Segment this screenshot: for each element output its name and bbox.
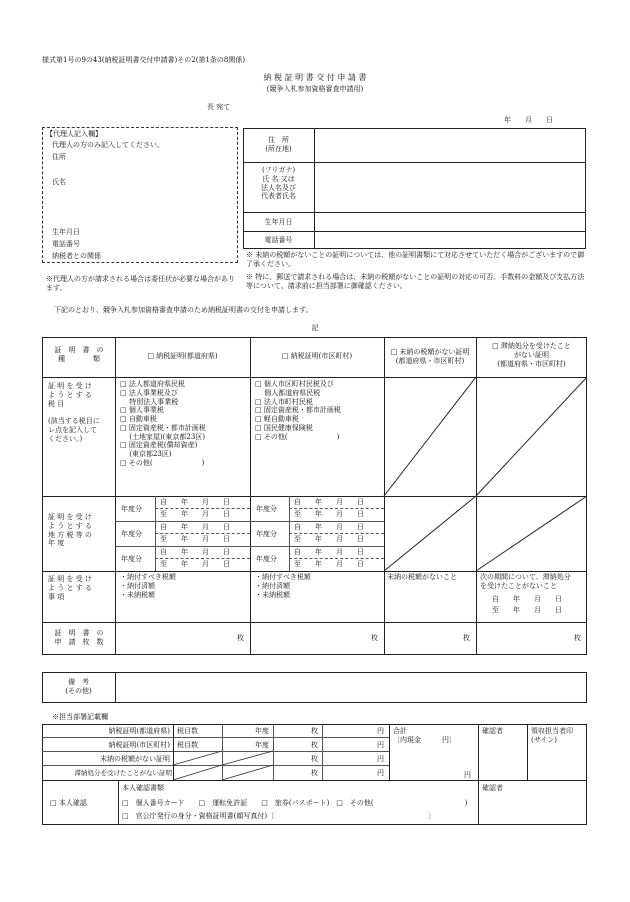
count-unit: 枚 [371, 634, 378, 642]
diagonal-strike [476, 377, 587, 571]
nendo-label: 年度分 [121, 505, 142, 513]
to-date[interactable]: 至 年 月 日 [294, 510, 364, 518]
disposition-from-date[interactable]: 自 年 月 日 [492, 595, 562, 603]
applicant-phone-label: 電話番号 [264, 236, 293, 244]
diagonal-strike [384, 377, 476, 571]
agent-address-label: 住所 [52, 153, 66, 161]
id-docs-official[interactable]: □ 官公庁発行の身分・資格証明書(顔写真付)〔 〕 [122, 812, 436, 820]
fiscal-year-label: 証 明 を 受 け よ う と す る 地 方 税 等 の 年 度 [48, 513, 92, 548]
id-docs-options[interactable]: □ 個人番号カード □ 運転免許証 □ 旅券(パスポート) □ その他( ) [122, 799, 468, 807]
applicant-dob-label: 生年月日 [264, 218, 293, 226]
applicant-name-label: (フリガナ) 氏 名 又は 法人名及び 代表者氏名 [261, 166, 296, 201]
confirmer-label: 確認者 [482, 784, 503, 792]
matter-no-disposition: 次の期間について、滞納処分 を受けたことがないこと [480, 573, 571, 590]
from-date[interactable]: 自 年 月 日 [160, 548, 230, 556]
agent-name-label: 氏名 [52, 178, 66, 186]
addressee: 長 宛て [207, 103, 231, 111]
mai-label: 枚 [311, 769, 318, 777]
to-date[interactable]: 至 年 月 日 [294, 535, 364, 543]
office-row-label: 納税証明(市区町村) [108, 741, 170, 749]
nendo-label: 年度分 [121, 555, 142, 563]
office-row-label: 未納の税額がない証明 [100, 755, 170, 763]
matter-label: 証 明 を 受 け よ う と す る 事 項 [48, 575, 92, 601]
matter-no-arrears: 未納の税額がないこと [387, 573, 457, 581]
application-date: 年 月 日 [504, 116, 553, 124]
agent-heading: 【代理人記入欄】 [46, 130, 102, 138]
from-date[interactable]: 自 年 月 日 [160, 523, 230, 531]
pref-tax-checklist[interactable]: □ 法人都道府県民税 □ 法人事業税及び 特別法人事業税 □ 個人事業税 □ 自動車税 □ 固定資産税・都市計画税 (土地家屋)(東京都23区) □ 固定資産税(償却資産) (東京都23区) □ その他( ) [120, 380, 206, 467]
remarks-input[interactable] [116, 673, 586, 702]
note-1: ※ 未納の税額がないことの証明については、他の証明書類にて対応させていただく場合がございますので御了承ください。 [246, 251, 585, 268]
yen-label: 円 [377, 755, 384, 763]
identity-check-checkbox[interactable]: □ 本人確認 [50, 799, 87, 807]
note-2: ※ 特に、郵送で請求される場合は、未納の税額がないことの証明の対応の可否、手数料の金額及び支払方法等について、請求前に担当部署に御確認ください。 [246, 273, 585, 290]
to-date[interactable]: 至 年 月 日 [160, 510, 230, 518]
yen-label: 円 [377, 741, 384, 749]
cashier-seal-label: 領収担当者印 (サイン) [531, 727, 573, 744]
form-subtitle: (競争入札参加資格審査申請用) [266, 85, 364, 93]
checkbox-pref-tax-cert[interactable]: □ 納税証明(都道府県) [147, 352, 218, 360]
agent-relation-label: 納税者との関係 [52, 252, 101, 260]
to-date[interactable]: 至 年 月 日 [160, 535, 230, 543]
mai-label: 枚 [311, 727, 318, 735]
nendo-label: 年度分 [256, 505, 277, 513]
nendo-label: 年度分 [256, 530, 277, 538]
applicant-address-label: 住 所 (所在地) [265, 136, 292, 153]
zeimoku-label: 税目数 [177, 741, 198, 749]
to-date[interactable]: 至 年 月 日 [294, 560, 364, 568]
form-number: 様式第1号の9の43(納税証明書交付申請書)その2(第1条の8関係) [42, 56, 246, 64]
matter-muni: ・納付すべき税額 ・納付済額 ・未納税額 [255, 573, 311, 599]
nendo-label: 年度分 [256, 555, 277, 563]
office-heading: ※担当部署記載欄 [52, 713, 108, 721]
confirmer-label: 確認者 [482, 727, 503, 735]
from-date[interactable]: 自 年 月 日 [160, 498, 230, 506]
total-label: 合計 〔内現金 円〕 [393, 727, 456, 744]
agent-dob-label: 生年月日 [52, 228, 80, 236]
office-row-label: 納税証明(都道府県) [108, 727, 170, 735]
mai-label: 枚 [311, 741, 318, 749]
type-label: 証 明 書 の 種 類 [54, 346, 104, 363]
request-text: 下記のとおり、競争入札参加資格審査申請のため納税証明書の交付を申請します。 [54, 306, 313, 314]
disposition-to-date[interactable]: 至 年 月 日 [492, 606, 562, 614]
to-date[interactable]: 至 年 月 日 [160, 560, 230, 568]
office-row-label: 滞納処分を受けたことがない証明 [74, 769, 172, 777]
yen-label: 円 [377, 769, 384, 777]
yen-label: 円 [377, 727, 384, 735]
diagonal-strike [173, 751, 273, 780]
checkbox-no-arrears-cert[interactable]: □ 未納の税額がない証明 (都道府県・市区町村) [390, 348, 470, 365]
count-unit: 枚 [463, 634, 470, 642]
id-docs-label: 本人確認書類 [122, 784, 164, 792]
count-unit: 枚 [237, 634, 244, 642]
mai-label: 枚 [311, 755, 318, 763]
from-date[interactable]: 自 年 月 日 [294, 498, 364, 506]
count-unit: 枚 [574, 634, 581, 642]
from-date[interactable]: 自 年 月 日 [294, 548, 364, 556]
nendo-label: 年度 [255, 727, 269, 735]
agent-note: ※代理人の方が請求される場合は委任状が必要な場合があります。 [46, 275, 235, 292]
zeimoku-label: 税目数 [177, 727, 198, 735]
tax-item-label: 証 明 を 受 け よ う と す る 税 目 (該当する税目に レ点を記入して ください。) [48, 382, 100, 443]
agent-phone-label: 電話番号 [52, 240, 80, 248]
from-date[interactable]: 自 年 月 日 [294, 523, 364, 531]
nendo-label: 年度 [255, 741, 269, 749]
matter-pref: ・納付すべき税額 ・納付済額 ・未納税額 [120, 573, 176, 599]
checkbox-muni-tax-cert[interactable]: □ 納税証明(市区町村) [281, 352, 353, 360]
agent-instruction: 代理人の方のみ記入してください。 [52, 141, 164, 149]
form-title: 納 税 証 明 書 交 付 申 請 書 [263, 73, 367, 82]
nendo-label: 年度分 [121, 530, 142, 538]
remarks-label: 備 考 (その他) [65, 678, 92, 695]
checkbox-no-disposition-cert[interactable]: □ 滞納処分を受けたこと がない証明 (都道府県・市区町村) [492, 342, 571, 368]
count-label: 証 明 書 の 申 請 枚 数 [54, 629, 104, 646]
muni-tax-checklist[interactable]: □ 個人市区町村民税及び 個人都道府県民税 □ 法人市町村民税 □ 固定資産税・都市計画税 □ 軽自動車税 □ 国民健康保険税 □ その他( ) [255, 380, 341, 441]
total-yen: 円 [464, 771, 471, 779]
ki-label: 記 [311, 324, 319, 332]
